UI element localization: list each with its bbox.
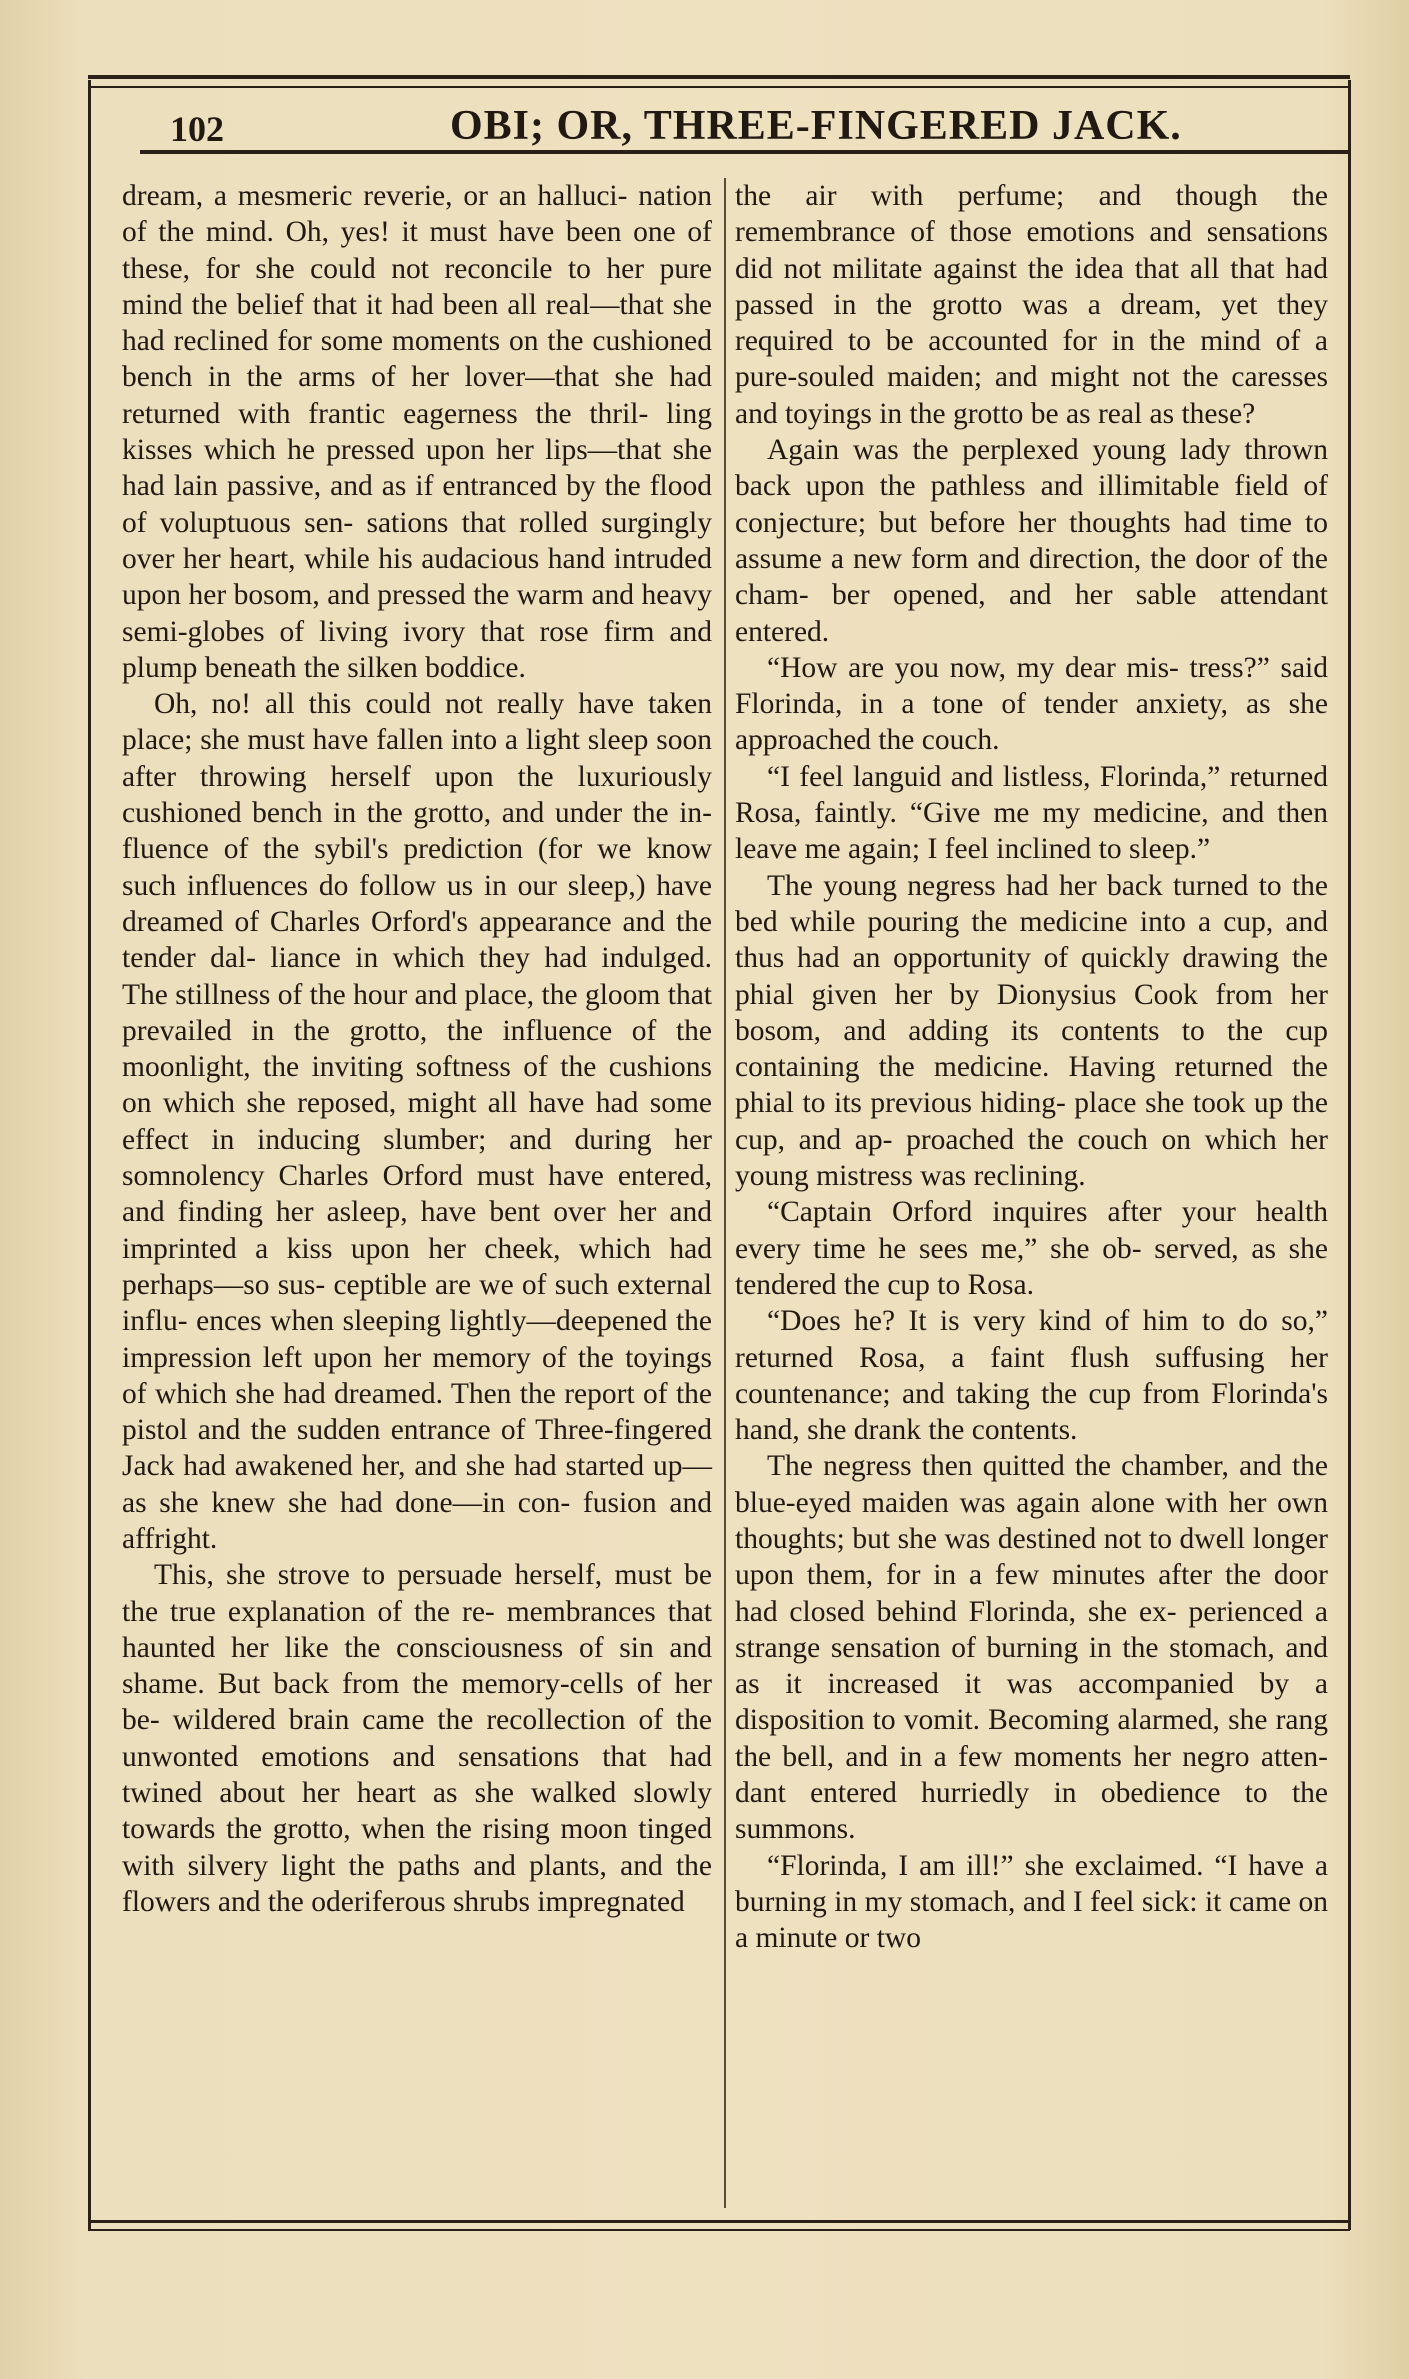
paragraph: The young negress had her back turned to the bed while pouring the medicine into a cup, and thus had an opportunity of quickly drawing the phial given her by Dionysius Cook from her bosom, and adding its contents to the cup containing the medicine. Having returned the phial to its previous hiding- place she took up the cup, and ap- proached the couch on which her young mistress was reclining. — [735, 869, 1328, 1193]
running-title: OBI; OR, THREE-FINGERED JACK. — [450, 103, 1182, 149]
top-rule-thin — [88, 86, 1350, 88]
bottom-rule-thin — [88, 2229, 1350, 2231]
page-header — [160, 96, 1310, 152]
page-number: 102 — [170, 109, 224, 149]
frame-right — [1348, 80, 1351, 2230]
paragraph: the air with perfume; and though the remembrance of those emotions and sensations did not militate against the idea that all that had passed in the grotto was a dream, yet they required to be accounted for in the mind of a pure-souled maiden; and might not the caresses and toyings in the grotto be as real as these? — [735, 180, 1328, 430]
column-divider — [724, 178, 726, 2208]
paragraph: Oh, no! all this could not really have taken place; she must have fallen into a light sleep soon after throwing herself upon the luxuriously cushioned bench in the grotto, and under the in- fluence of the sybil's prediction (for we know such influences do follow us in our sleep,) have dreamed of Charles Orford's appearance and the tender dal- liance in which they had indulged. The stillness of the hour and place, the gloom that prevailed in the grotto, the influence of the moonlight, the inviting softness of the cushions on which she reposed, might all have had some effect in inducing slumber; and during her somnolency Charles Orford must have entered, and finding her asleep, have bent over her and imprinted a kiss upon her cheek, which had perhaps—so sus- ceptible are we of such external influ- ences when sleeping lightly—deepened the impression left upon her memory of the toyings of which she had dreamed. Then the report of the pistol and the sudden entrance of Three-fingered Jack had awakened her, and she had started up—as she knew she had done—in con- fusion and affright. — [122, 688, 712, 1555]
frame-left — [88, 80, 91, 2230]
paragraph: Again was the perplexed young lady thrown back upon the pathless and illimitable field of conjecture; but before her thoughts had time to assume a new form and direction, the door of the cham- ber opened, and her sable attendant entered. — [735, 434, 1328, 648]
paragraph: “How are you now, my dear mis- tress?” said Florinda, in a tone of tender anxiety, as she approached the couch. — [735, 651, 1328, 757]
paragraph: This, she strove to persuade herself, must be the true explanation of the re- membrances that haunted her like the consciousness of sin and shame. But back from the memory-cells of her be- wildered brain came the recollection of the unwonted emotions and sensations that had twined about her heart as she walked slowly towards the grotto, when the rising moon tinged with silvery light the paths and plants, and the flowers and the oderiferous shrubs impregnated — [122, 1559, 712, 1918]
header-rule — [140, 150, 1350, 154]
paragraph: dream, a mesmeric reverie, or an halluci- nation of the mind. Oh, yes! it must have been one of these, for she could not reconcile to her pure mind the belief that it had been all real—that she had reclined for some moments on the cushioned bench in the arms of her lover—that she had returned with frantic eagerness the thril- ling kisses which he pressed upon her lips—that she had lain passive, and as if entranced by the flood of voluptuous sen- sations that rolled surgingly over her heart, while his audacious hand intruded upon her bosom, and pressed the warm and heavy semi-globes of living ivory that rose firm and plump beneath the silken boddice. — [122, 180, 712, 684]
paragraph: “Does he? It is very kind of him to do so,” returned Rosa, a faint flush suffusing her countenance; and taking the cup from Florinda's hand, she drank the contents. — [735, 1305, 1328, 1447]
paragraph: “Florinda, I am ill!” she exclaimed. “I have a burning in my stomach, and I feel sick: it came on a minute or two — [735, 1849, 1328, 1955]
paragraph: “I feel languid and listless, Florinda,” returned Rosa, faintly. “Give me my medicine, and then leave me again; I feel inclined to sleep.” — [735, 760, 1328, 866]
paragraph: The negress then quitted the chamber, and the blue-eyed maiden was again alone with her own thoughts; but she was destined not to dwell longer upon them, for in a few minutes after the door had closed behind Florinda, she ex- perienced a strange sensation of burning in the stomach, and as it increased it was accompanied by a disposition to vomit. Becoming alarmed, she rang the bell, and in a few moments her negro atten- dant entered hurriedly in obedience to the summons. — [735, 1450, 1328, 1846]
top-rule — [88, 75, 1350, 79]
left-column — [122, 178, 712, 1920]
right-column — [735, 178, 1328, 1957]
paragraph: “Captain Orford inquires after your health every time he sees me,” she ob- served, as she tendered the cup to Rosa. — [735, 1196, 1328, 1301]
bottom-rule — [88, 2220, 1350, 2223]
